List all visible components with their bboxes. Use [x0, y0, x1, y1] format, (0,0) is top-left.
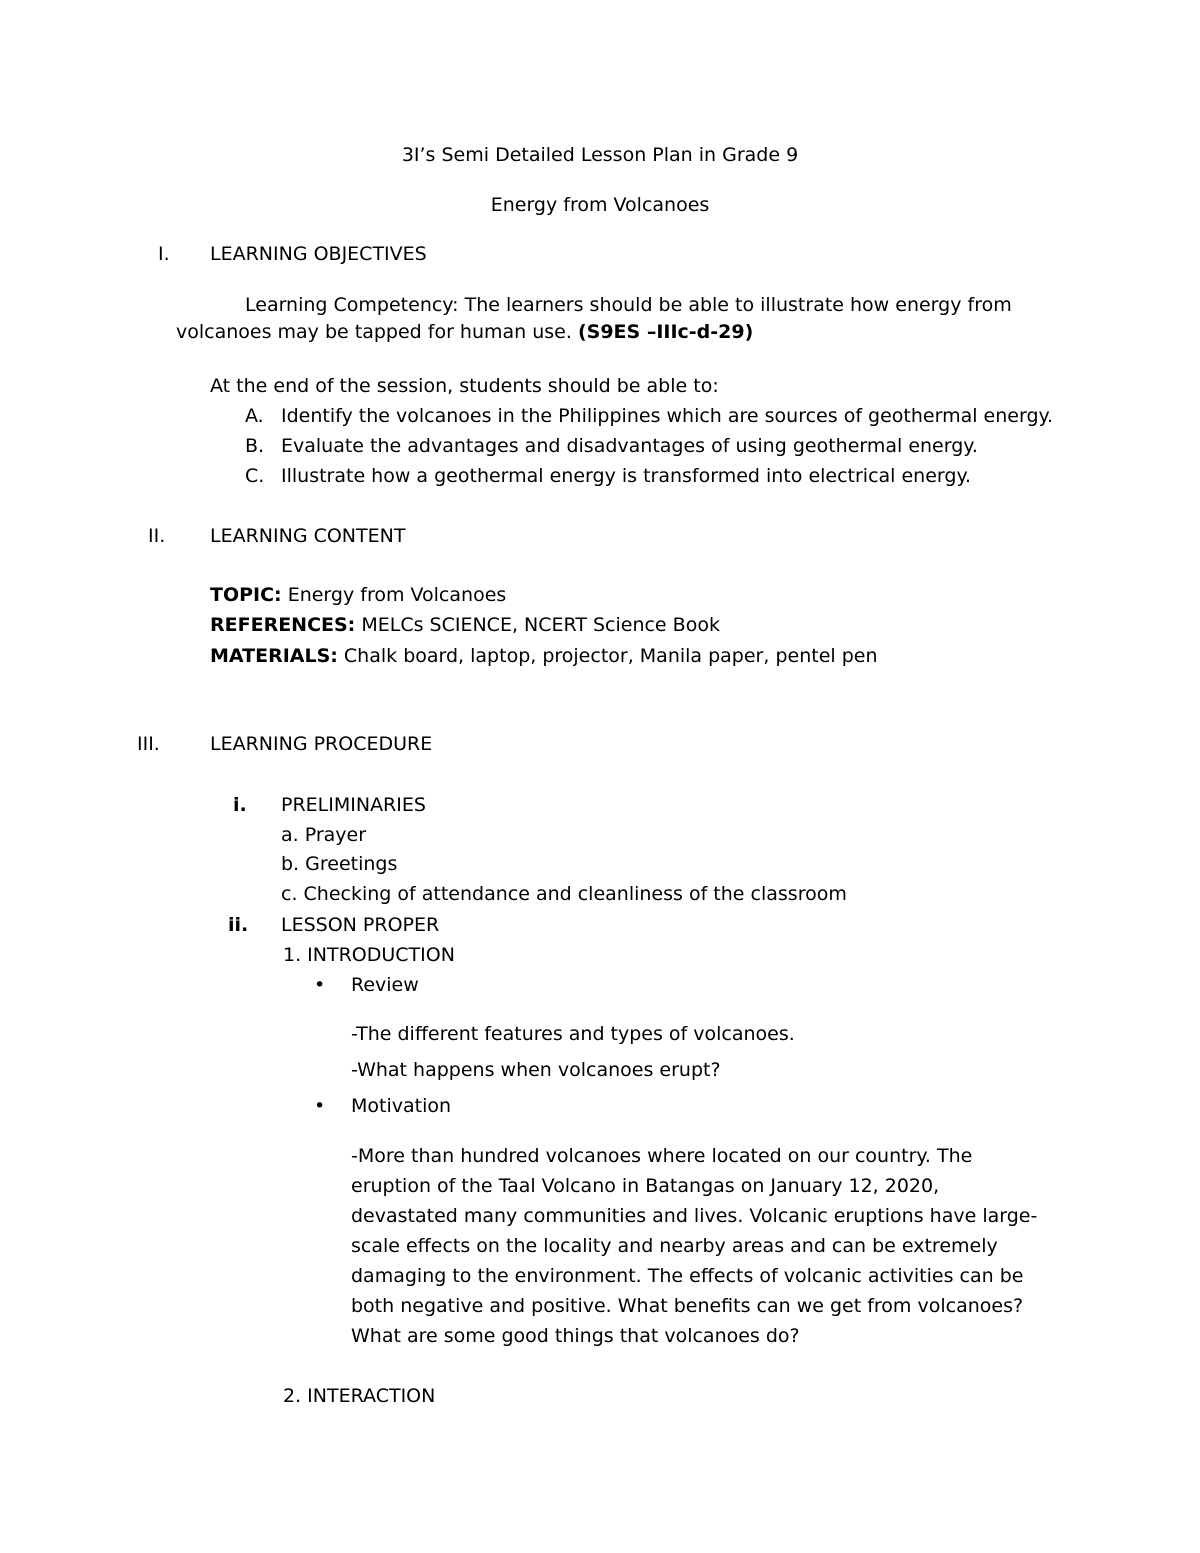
motivation-line: What are some good things that volcanoes do?	[351, 1325, 800, 1347]
motivation-line: scale effects on the locality and nearby areas and can be extremely	[351, 1235, 998, 1257]
bullet-icon: •	[314, 1095, 326, 1117]
review-label: Review	[351, 974, 419, 996]
motivation-line: devastated many communities and lives. Volcanic eruptions have large-	[351, 1205, 1038, 1227]
lesson-proper-numeral: ii.	[228, 914, 249, 936]
section-1-heading: LEARNING OBJECTIVES	[210, 243, 427, 265]
topic-label: TOPIC:	[210, 584, 282, 606]
objectives-intro: At the end of the session, students should be able to:	[210, 375, 719, 397]
section-2-numeral: II.	[148, 525, 166, 547]
motivation-line: eruption of the Taal Volcano in Batangas on January 12, 2020,	[351, 1175, 940, 1197]
competency-line-1: Learning Competency: The learners should be able to illustrate how energy from	[245, 294, 1012, 316]
objective-letter: A.	[245, 405, 264, 427]
section-1-numeral: I.	[158, 243, 170, 265]
competency-code: (S9ES –IIIc-d-29)	[577, 321, 754, 343]
preliminary-item: b. Greetings	[281, 853, 398, 875]
lesson-proper-heading: LESSON PROPER	[281, 914, 440, 936]
objective-text: Illustrate how a geothermal energy is transformed into electrical energy.	[281, 465, 972, 487]
materials-label: MATERIALS:	[210, 645, 338, 667]
preliminary-item: a. Prayer	[281, 824, 367, 846]
document-title: 3I’s Semi Detailed Lesson Plan in Grade 9	[401, 144, 799, 166]
section-2-heading: LEARNING CONTENT	[210, 525, 406, 547]
preliminaries-heading: PRELIMINARIES	[281, 794, 426, 816]
objective-letter: C.	[245, 465, 265, 487]
references-label: REFERENCES:	[210, 614, 356, 636]
objective-letter: B.	[245, 435, 265, 457]
interaction-heading: 2. INTERACTION	[283, 1385, 436, 1407]
objective-text: Identify the volcanoes in the Philippines which are sources of geothermal energy.	[281, 405, 1054, 427]
objective-text: Evaluate the advantages and disadvantages of using geothermal energy.	[281, 435, 978, 457]
topic-line	[210, 586, 506, 605]
preliminaries-numeral: i.	[233, 794, 247, 816]
motivation-line: damaging to the environment. The effects of volcanic activities can be	[351, 1265, 1024, 1287]
competency-line-2	[176, 323, 753, 342]
references-value: MELCs SCIENCE, NCERT Science Book	[355, 614, 720, 636]
review-item: -What happens when volcanoes erupt?	[351, 1059, 721, 1081]
motivation-line: -More than hundred volcanoes where located on our country. The	[351, 1145, 973, 1167]
topic-value: Energy from Volcanoes	[281, 584, 507, 606]
preliminary-item: c. Checking of attendance and cleanliness of the classroom	[281, 883, 847, 905]
document-subtitle: Energy from Volcanoes	[490, 194, 710, 216]
motivation-label: Motivation	[351, 1095, 452, 1117]
bullet-icon: •	[314, 974, 326, 996]
competency-text: volcanoes may be tapped for human use.	[176, 321, 578, 343]
introduction-heading: 1. INTRODUCTION	[283, 944, 455, 966]
section-3-heading: LEARNING PROCEDURE	[210, 733, 433, 755]
references-line	[210, 616, 720, 635]
section-3-numeral: III.	[137, 733, 160, 755]
review-item: -The different features and types of volcanoes.	[351, 1023, 795, 1045]
materials-value: Chalk board, laptop, projector, Manila paper, pentel pen	[337, 645, 878, 667]
materials-line	[210, 647, 878, 666]
motivation-line: both negative and positive. What benefits can we get from volcanoes?	[351, 1295, 1024, 1317]
